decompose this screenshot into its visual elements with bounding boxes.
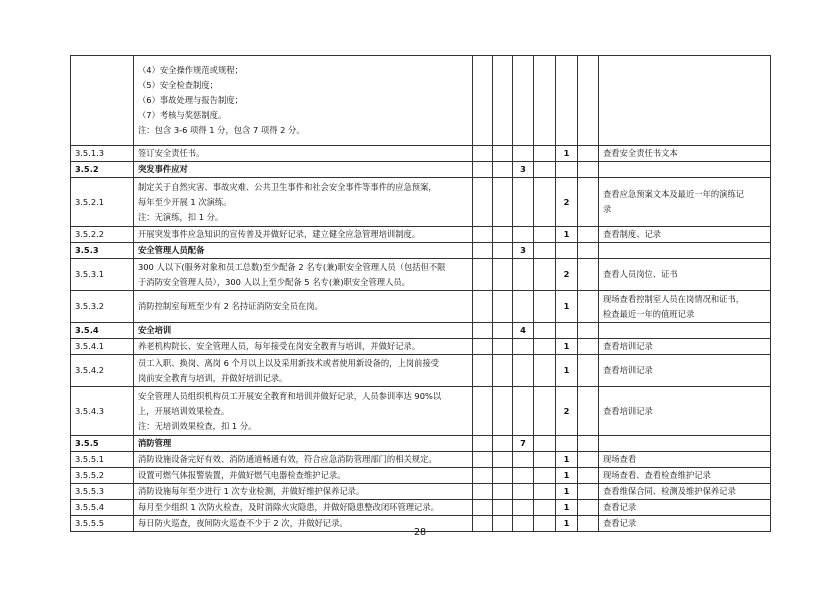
item-score-cell xyxy=(556,259,578,291)
section-score: 3 xyxy=(520,245,526,255)
blank-cell xyxy=(493,436,513,452)
section-score-cell xyxy=(513,484,534,500)
table-row xyxy=(71,178,771,227)
method-line: 录 xyxy=(603,204,612,214)
item-content-cell xyxy=(134,468,473,484)
content-line: 开展突发事件应急知识的宣传普及并做好记录，建立健全应急管理培训制度。 xyxy=(138,229,421,239)
blank-cell xyxy=(493,339,513,355)
item-code: 3.5.4.2 xyxy=(75,365,105,375)
item-code: 3.5.5.1 xyxy=(75,454,105,464)
item-code: 3.5.2 xyxy=(75,164,99,174)
item-code-cell xyxy=(71,452,134,468)
table-row xyxy=(71,355,771,387)
table-body xyxy=(71,56,771,532)
item-score-cell xyxy=(556,484,578,500)
table-row xyxy=(71,291,771,323)
method-line: 查看培训记录 xyxy=(603,405,653,416)
item-content-cell xyxy=(134,56,473,146)
table-row xyxy=(71,468,771,484)
item-score: 1 xyxy=(563,365,570,375)
item-code-cell xyxy=(71,178,134,227)
item-content-cell xyxy=(134,484,473,500)
content-line: （7）考核与奖惩制度。 xyxy=(138,110,227,120)
content-line: 于消防安全管理人员），300 人以上至少配备 5 名专(兼)职安全管理人员。 xyxy=(138,276,410,287)
item-score: 1 xyxy=(563,470,570,480)
blank-cell xyxy=(473,452,493,468)
blank-cell xyxy=(578,387,599,436)
section-score-cell xyxy=(513,227,534,243)
blank-cell xyxy=(473,178,493,227)
item-code: 3.5.3.1 xyxy=(75,269,105,279)
check-method-cell xyxy=(599,387,771,436)
check-method-cell xyxy=(599,56,771,146)
page-number: 28 xyxy=(413,527,427,538)
blank-cell xyxy=(578,468,599,484)
blank-cell xyxy=(578,146,599,162)
content-line: 安全培训 xyxy=(138,325,172,335)
item-code: 3.5.2.1 xyxy=(75,196,105,207)
item-code: 3.5.5.5 xyxy=(75,518,105,528)
table-row xyxy=(71,259,771,291)
content-line: 消防设施设备完好有效、消防通道畅通有效，符合应急消防管理部门的相关规定。 xyxy=(138,454,437,464)
section-row xyxy=(71,436,771,452)
section-score: 7 xyxy=(520,438,526,448)
blank-cell xyxy=(578,484,599,500)
item-code-cell xyxy=(71,468,134,484)
item-score: 1 xyxy=(563,229,570,239)
section-score-cell xyxy=(513,387,534,436)
item-code-cell xyxy=(71,323,134,339)
check-method-cell xyxy=(599,323,771,339)
table-row xyxy=(71,484,771,500)
item-score: 1 xyxy=(563,502,570,512)
blank-cell xyxy=(473,259,493,291)
item-score: 2 xyxy=(563,196,570,207)
blank-cell xyxy=(493,178,513,227)
item-content-cell xyxy=(134,178,473,227)
section-row xyxy=(71,162,771,178)
content-line: 注：包含 3-6 项得 1 分，包含 7 项得 2 分。 xyxy=(138,125,305,135)
method-line: 查看安全责任书文本 xyxy=(603,148,678,158)
blank-cell xyxy=(534,323,556,339)
item-score: 1 xyxy=(563,341,570,351)
blank-cell xyxy=(473,484,493,500)
blank-cell xyxy=(493,162,513,178)
item-score-cell xyxy=(556,387,578,436)
method-line: 现场查看 xyxy=(603,454,637,464)
blank-cell xyxy=(493,484,513,500)
item-code-cell xyxy=(71,436,134,452)
item-code-cell xyxy=(71,146,134,162)
blank-cell xyxy=(493,468,513,484)
blank-cell xyxy=(473,162,493,178)
table-row xyxy=(71,56,771,146)
table-row xyxy=(71,387,771,436)
table-row xyxy=(71,227,771,243)
check-method-cell xyxy=(599,436,771,452)
item-code-cell xyxy=(71,259,134,291)
item-content-cell xyxy=(134,436,473,452)
item-code-cell xyxy=(71,355,134,387)
method-line: 现场查看控制室人员在岗情况和证书， xyxy=(603,293,745,304)
section-row xyxy=(71,323,771,339)
item-code: 3.5.5.4 xyxy=(75,502,105,512)
blank-cell xyxy=(534,436,556,452)
blank-cell xyxy=(473,56,493,146)
blank-cell xyxy=(534,452,556,468)
blank-cell xyxy=(578,243,599,259)
blank-cell xyxy=(578,355,599,387)
blank-cell xyxy=(473,291,493,323)
content-line: 注：无演练，扣 1 分。 xyxy=(138,211,224,222)
check-method-cell xyxy=(599,468,771,484)
table-row xyxy=(71,500,771,516)
content-line: （6）事故处理与报告制度； xyxy=(138,95,243,105)
blank-cell xyxy=(493,291,513,323)
blank-cell xyxy=(534,146,556,162)
item-content-cell xyxy=(134,227,473,243)
item-score-cell xyxy=(556,227,578,243)
method-line: 查看培训记录 xyxy=(603,365,653,375)
blank-cell xyxy=(473,323,493,339)
item-code-cell xyxy=(71,227,134,243)
section-score-cell xyxy=(513,468,534,484)
item-score: 1 xyxy=(563,148,570,158)
item-score-cell xyxy=(556,56,578,146)
method-line: 查看培训记录 xyxy=(603,341,653,351)
item-score: 2 xyxy=(563,405,570,416)
item-score-cell xyxy=(556,146,578,162)
item-code: 3.5.3.2 xyxy=(75,301,105,311)
blank-cell xyxy=(534,468,556,484)
item-score: 1 xyxy=(563,454,570,464)
item-content-cell xyxy=(134,243,473,259)
item-code-cell xyxy=(71,162,134,178)
content-line: 突发事件应对 xyxy=(138,164,188,174)
section-score-cell xyxy=(513,243,534,259)
blank-cell xyxy=(493,452,513,468)
item-code: 3.5.4.3 xyxy=(75,405,105,416)
item-content-cell xyxy=(134,323,473,339)
blank-cell xyxy=(578,178,599,227)
content-line: 制定关于自然灾害、事故灾难、公共卫生事件和社会安全事件等事件的应急预案， xyxy=(138,181,437,192)
blank-cell xyxy=(534,484,556,500)
section-score: 3 xyxy=(520,164,526,174)
blank-cell xyxy=(578,162,599,178)
blank-cell xyxy=(578,56,599,146)
item-content-cell xyxy=(134,387,473,436)
method-line: 查看应急预案文本及最近一年的演练记 xyxy=(603,189,745,199)
check-method-cell xyxy=(599,500,771,516)
blank-cell xyxy=(493,227,513,243)
blank-cell xyxy=(578,227,599,243)
section-score: 4 xyxy=(520,325,526,335)
method-line: 查看维保合同、检测及维护保养记录 xyxy=(603,486,736,496)
blank-cell xyxy=(493,243,513,259)
content-line: 签订安全责任书。 xyxy=(138,148,205,158)
blank-cell xyxy=(534,178,556,227)
check-method-cell xyxy=(599,162,771,178)
blank-cell xyxy=(578,259,599,291)
item-code-cell xyxy=(71,243,134,259)
content-line: 每年至少开展 1 次演练。 xyxy=(138,196,232,207)
item-score-cell xyxy=(556,500,578,516)
item-code-cell xyxy=(71,291,134,323)
item-code: 3.5.5.3 xyxy=(75,486,105,496)
check-method-cell xyxy=(599,259,771,291)
content-line: 员工入职、换岗、离岗 6 个月以上以及采用新技术或者使用新设备的，上岗前接受 xyxy=(138,357,439,368)
item-code: 3.5.5.2 xyxy=(75,470,105,480)
section-row xyxy=(71,243,771,259)
blank-cell xyxy=(473,500,493,516)
blank-cell xyxy=(578,452,599,468)
blank-cell xyxy=(473,436,493,452)
blank-cell xyxy=(578,436,599,452)
method-line: 查看制度、记录 xyxy=(603,229,662,239)
content-line: 消防控制室每班至少有 2 名持证消防安全员在岗。 xyxy=(138,301,323,311)
check-method-cell xyxy=(599,178,771,227)
blank-cell xyxy=(534,162,556,178)
content-line: 300 人以下(服务对象和员工总数)至少配备 2 名专(兼)职安全管理人员（包括但不限 xyxy=(138,261,446,272)
item-code: 3.5.5 xyxy=(75,438,99,448)
blank-cell xyxy=(493,259,513,291)
blank-cell xyxy=(473,355,493,387)
item-score-cell xyxy=(556,339,578,355)
check-method-cell xyxy=(599,146,771,162)
item-score-cell xyxy=(556,468,578,484)
item-content-cell xyxy=(134,355,473,387)
blank-cell xyxy=(493,500,513,516)
blank-cell xyxy=(493,323,513,339)
blank-cell xyxy=(473,339,493,355)
blank-cell xyxy=(578,291,599,323)
blank-cell xyxy=(493,387,513,436)
section-score-cell xyxy=(513,339,534,355)
item-content-cell xyxy=(134,162,473,178)
item-code: 3.5.4 xyxy=(75,325,99,335)
method-line: 检查最近一年的值班记录 xyxy=(603,308,695,319)
item-content-cell xyxy=(134,500,473,516)
item-score-cell xyxy=(556,436,578,452)
content-line: 每月至少组织 1 次防火检查，及时消除火灾隐患，并做好隐患整改闭环管理记录。 xyxy=(138,502,439,512)
check-method-cell xyxy=(599,484,771,500)
table-row xyxy=(71,339,771,355)
blank-cell xyxy=(534,259,556,291)
item-score: 1 xyxy=(563,486,570,496)
item-content-cell xyxy=(134,291,473,323)
content-line: 注：无培训效果检查，扣 1 分。 xyxy=(138,420,257,431)
blank-cell xyxy=(473,243,493,259)
table-row xyxy=(71,146,771,162)
section-score-cell xyxy=(513,178,534,227)
method-line: 查看记录 xyxy=(603,502,637,512)
blank-cell xyxy=(473,387,493,436)
blank-cell xyxy=(534,500,556,516)
item-code: 3.5.3 xyxy=(75,245,99,255)
blank-cell xyxy=(493,146,513,162)
blank-cell xyxy=(493,355,513,387)
item-score: 2 xyxy=(563,269,570,279)
item-score-cell xyxy=(556,355,578,387)
check-method-cell xyxy=(599,339,771,355)
blank-cell xyxy=(578,339,599,355)
item-score-cell xyxy=(556,243,578,259)
blank-cell xyxy=(473,227,493,243)
item-score-cell xyxy=(556,323,578,339)
content-line: 养老机构院长、安全管理人员，每年接受在岗安全教育与培训，并做好记录。 xyxy=(138,341,421,351)
section-score-cell xyxy=(513,500,534,516)
evaluation-table xyxy=(70,55,771,532)
item-score-cell xyxy=(556,178,578,227)
section-score-cell xyxy=(513,452,534,468)
item-code-cell xyxy=(71,56,134,146)
blank-cell xyxy=(534,339,556,355)
item-score-cell xyxy=(556,291,578,323)
blank-cell xyxy=(534,227,556,243)
check-method-cell xyxy=(599,291,771,323)
section-score-cell xyxy=(513,146,534,162)
section-score-cell xyxy=(513,323,534,339)
blank-cell xyxy=(493,56,513,146)
content-line: 安全管理人员配备 xyxy=(138,245,205,255)
item-score: 1 xyxy=(563,301,570,311)
item-content-cell xyxy=(134,146,473,162)
check-method-cell xyxy=(599,355,771,387)
item-code-cell xyxy=(71,484,134,500)
content-line: （4）安全操作规范或规程； xyxy=(138,65,243,75)
blank-cell xyxy=(578,323,599,339)
blank-cell xyxy=(534,291,556,323)
item-score-cell xyxy=(556,452,578,468)
item-code: 3.5.2.2 xyxy=(75,229,105,239)
blank-cell xyxy=(534,56,556,146)
content-line: 消防管理 xyxy=(138,438,172,448)
item-content-cell xyxy=(134,259,473,291)
check-method-cell xyxy=(599,452,771,468)
blank-cell xyxy=(578,500,599,516)
content-line: 设置可燃气体报警装置，并做好燃气电器检查维护记录。 xyxy=(138,470,346,480)
blank-cell xyxy=(534,387,556,436)
section-score-cell xyxy=(513,259,534,291)
item-content-cell xyxy=(134,452,473,468)
item-code-cell xyxy=(71,387,134,436)
content-line: （5）安全检查制度； xyxy=(138,80,218,90)
content-line: 安全管理人员组织机构员工开展安全教育和培训并做好记录，人员参训率达 90%以 xyxy=(138,390,442,401)
section-score-cell xyxy=(513,162,534,178)
item-code: 3.5.1.3 xyxy=(75,148,105,158)
section-score-cell xyxy=(513,291,534,323)
section-score-cell xyxy=(513,436,534,452)
blank-cell xyxy=(534,355,556,387)
item-code-cell xyxy=(71,500,134,516)
item-score-cell xyxy=(556,162,578,178)
item-code: 3.5.4.1 xyxy=(75,341,105,351)
table-row xyxy=(71,452,771,468)
item-score: 1 xyxy=(563,518,570,528)
method-line: 现场查看、查看检查维护记录 xyxy=(603,470,711,480)
blank-cell xyxy=(534,243,556,259)
section-score-cell xyxy=(513,355,534,387)
method-line: 查看记录 xyxy=(603,518,637,528)
content-line: 每日防火巡查，夜间防火巡查不少于 2 次，并做好记录。 xyxy=(138,518,348,528)
item-content-cell xyxy=(134,339,473,355)
blank-cell xyxy=(473,468,493,484)
check-method-cell xyxy=(599,243,771,259)
content-line: 岗前安全教育与培训，并做好培训记录。 xyxy=(138,372,288,383)
method-line: 查看人员岗位、证书 xyxy=(603,269,678,279)
content-line: 上，开展培训效果检查。 xyxy=(138,405,230,416)
section-score-cell xyxy=(513,56,534,146)
item-code-cell xyxy=(71,339,134,355)
blank-cell xyxy=(473,146,493,162)
content-line: 消防设施每年至少进行 1 次专业检测，并做好维护保养记录。 xyxy=(138,486,365,496)
check-method-cell xyxy=(599,227,771,243)
